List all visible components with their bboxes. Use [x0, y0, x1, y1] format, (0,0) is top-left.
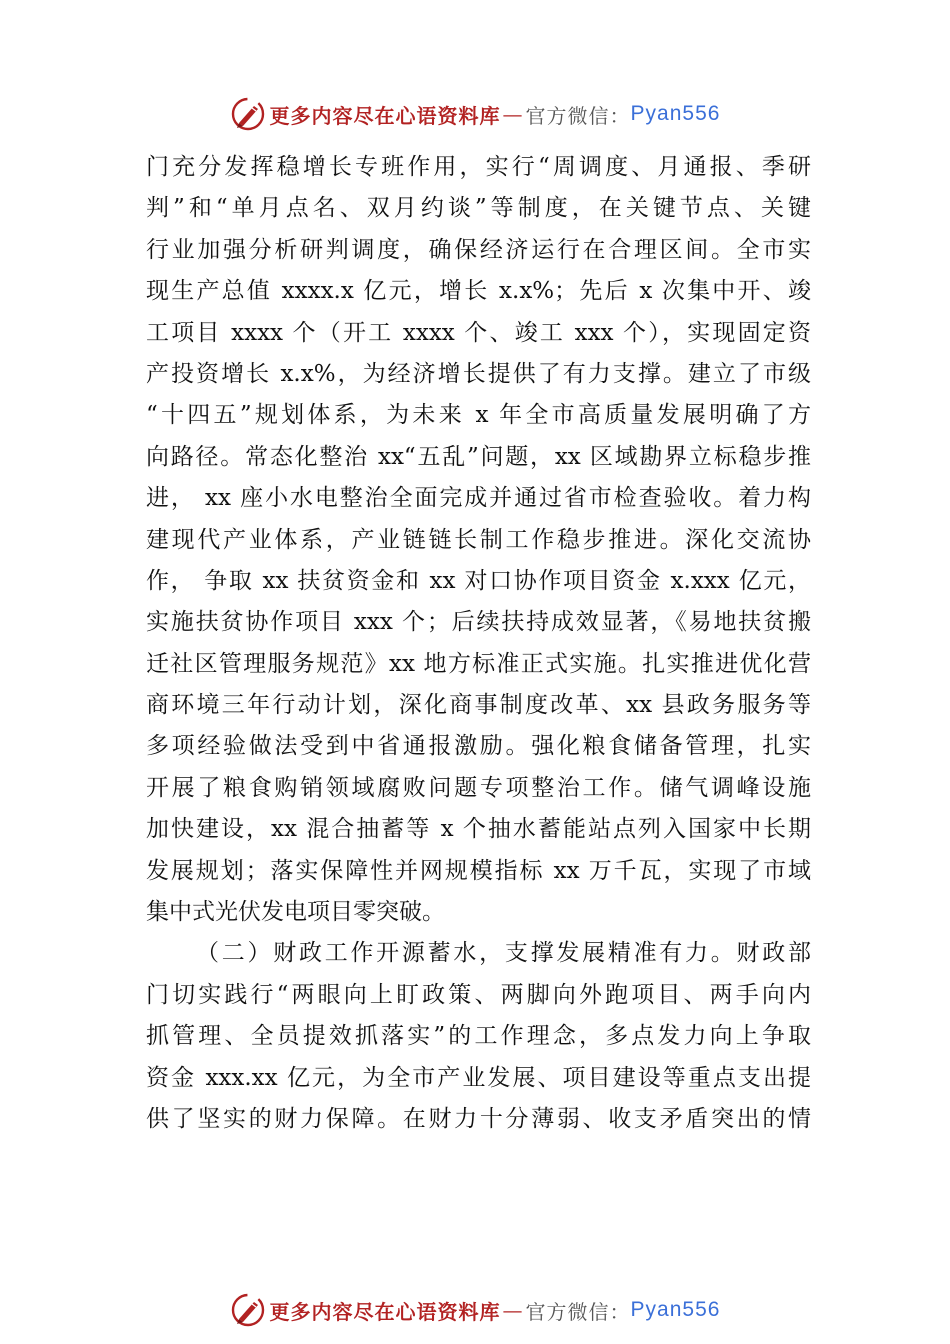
- document-text-line: 向路径。常态化整治 xx“五乱”问题，xx 区域勘界立标稳步推: [146, 443, 811, 470]
- document-text-line: （二）财政工作开源蓄水，支撑发展精准有力。财政部: [196, 940, 811, 967]
- document-text-line: 集中式光伏发电项目零突破。: [146, 899, 445, 926]
- document-text-line: 供了坚实的财力保障。在财力十分薄弱、收支矛盾突出的情: [146, 1105, 811, 1132]
- document-text-line: 产投资增长 x.x%，为经济增长提供了有力支撑。建立了市级: [146, 360, 811, 387]
- banner-library-text: 更多内容尽在心语资料库: [269, 1299, 501, 1324]
- document-text-line: 进， xx 座小水电整治全面完成并通过省市检查验收。着力构: [146, 485, 811, 512]
- document-text-line: 商环境三年行动计划，深化商事制度改革、xx 县政务服务等: [146, 692, 811, 719]
- banner-wechat-id: Pyan556: [630, 102, 721, 125]
- banner-wechat-label: 官方微信：: [525, 103, 631, 128]
- document-text-line: 门切实践行“两眼向上盯政策、两脚向外跑项目、两手向内: [146, 981, 811, 1008]
- header-watermark-banner: [0, 94, 950, 134]
- document-text-line: 工项目 xxxx 个（开工 xxxx 个、竣工 xxx 个），实现固定资: [146, 319, 811, 346]
- banner-dash: —: [502, 102, 524, 126]
- document-text-line: 加快建设，xx 混合抽蓄等 x 个抽水蓄能站点列入国家中长期: [146, 816, 811, 843]
- document-text-line: 门充分发挥稳增长专班作用，实行“周调度、月通报、季研: [146, 154, 811, 180]
- pen-circle-logo-icon: [230, 96, 266, 132]
- document-text-line: 迁社区管理服务规范》xx 地方标准正式实施。扎实推进优化营: [146, 650, 811, 677]
- banner-wechat-id: Pyan556: [630, 1298, 721, 1321]
- document-text-line: 判”和“单月点名、双月约谈”等制度，在关键节点、关键: [146, 195, 811, 222]
- document-text-line: 行业加强分析研判调度，确保经济运行在合理区间。全市实: [146, 236, 811, 263]
- pen-circle-logo-icon: [230, 1292, 266, 1328]
- banner-library-text: 更多内容尽在心语资料库: [269, 103, 501, 128]
- document-text-line: 现生产总值 xxxx.x 亿元，增长 x.x%；先后 x 次集中开、竣: [146, 278, 811, 305]
- footer-watermark-banner: [0, 1290, 950, 1330]
- document-text-line: 资金 xxx.xx 亿元，为全市产业发展、项目建设等重点支出提: [146, 1064, 811, 1091]
- document-text-line: 抓管理、全员提效抓落实”的工作理念，多点发力向上争取: [146, 1023, 811, 1050]
- banner-dash: —: [502, 1298, 524, 1322]
- banner-wechat-label: 官方微信：: [525, 1299, 631, 1324]
- document-text-line: 开展了粮食购销领域腐败问题专项整治工作。储气调峰设施: [146, 774, 811, 801]
- document-text-line: 实施扶贫协作项目 xxx 个；后续扶持成效显著，《易地扶贫搬: [146, 609, 811, 636]
- document-body: [146, 147, 811, 1140]
- document-text-line: 建现代产业体系，产业链链长制工作稳步推进。深化交流协: [146, 526, 811, 553]
- document-text-line: 多项经验做法受到中省通报激励。强化粮食储备管理，扎实: [146, 733, 811, 760]
- document-text-line: 发展规划；落实保障性并网规模指标 xx 万千瓦，实现了市域: [146, 857, 811, 884]
- document-text-line: 作， 争取 xx 扶贫资金和 xx 对口协作项目资金 x.xxx 亿元，: [146, 567, 811, 594]
- document-text-line: “十四五”规划体系，为未来 x 年全市高质量发展明确了方: [146, 402, 811, 429]
